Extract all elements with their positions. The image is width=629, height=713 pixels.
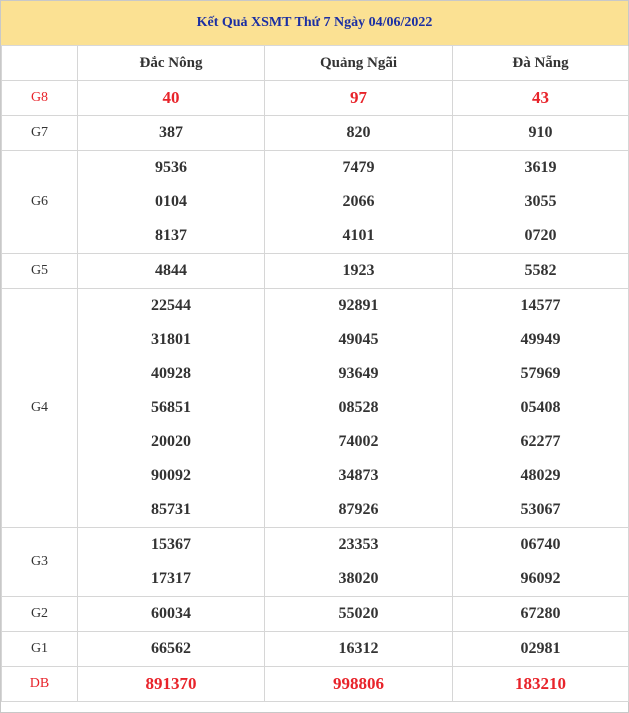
result-cell: 85731 xyxy=(78,493,265,528)
table-row xyxy=(2,562,629,597)
table-row xyxy=(2,323,629,357)
prize-label: G2 xyxy=(2,597,78,632)
result-cell: 93649 xyxy=(265,357,453,391)
result-cell: 0104 xyxy=(78,185,265,219)
result-cell: 4101 xyxy=(265,219,453,254)
result-cell: 97 xyxy=(265,81,453,116)
result-cell: 20020 xyxy=(78,425,265,459)
prize-label: G3 xyxy=(2,528,78,597)
result-cell: 34873 xyxy=(265,459,453,493)
result-cell: 08528 xyxy=(265,391,453,425)
header-province: Quảng Ngãi xyxy=(265,46,453,81)
prize-label: G4 xyxy=(2,289,78,528)
header-province: Đà Nẵng xyxy=(453,46,629,81)
result-cell: 06740 xyxy=(453,528,629,563)
result-cell: 1923 xyxy=(265,254,453,289)
prize-label: DB xyxy=(2,667,78,702)
header-row xyxy=(2,46,629,81)
table-row xyxy=(2,528,629,563)
result-cell: 2066 xyxy=(265,185,453,219)
table-row xyxy=(2,254,629,289)
result-cell: 48029 xyxy=(453,459,629,493)
table-row xyxy=(2,632,629,667)
result-cell: 998806 xyxy=(265,667,453,702)
result-cell: 31801 xyxy=(78,323,265,357)
result-cell: 7479 xyxy=(265,151,453,186)
result-cell: 891370 xyxy=(78,667,265,702)
result-cell: 820 xyxy=(265,116,453,151)
table-row xyxy=(2,219,629,254)
result-cell: 40928 xyxy=(78,357,265,391)
table-row xyxy=(2,116,629,151)
result-cell: 9536 xyxy=(78,151,265,186)
table-row xyxy=(2,151,629,186)
table-row xyxy=(2,391,629,425)
table-row xyxy=(2,81,629,116)
result-cell: 57969 xyxy=(453,357,629,391)
result-cell: 3055 xyxy=(453,185,629,219)
result-cell: 05408 xyxy=(453,391,629,425)
result-cell: 87926 xyxy=(265,493,453,528)
table-row xyxy=(2,289,629,324)
result-cell: 90092 xyxy=(78,459,265,493)
prize-label: G1 xyxy=(2,632,78,667)
result-cell: 43 xyxy=(453,81,629,116)
result-cell: 5582 xyxy=(453,254,629,289)
result-cell: 96092 xyxy=(453,562,629,597)
result-cell: 8137 xyxy=(78,219,265,254)
result-cell: 56851 xyxy=(78,391,265,425)
table-row xyxy=(2,357,629,391)
table-row xyxy=(2,425,629,459)
prize-label: G8 xyxy=(2,81,78,116)
result-cell: 55020 xyxy=(265,597,453,632)
result-cell: 40 xyxy=(78,81,265,116)
prize-label: G6 xyxy=(2,151,78,254)
result-cell: 387 xyxy=(78,116,265,151)
result-cell: 22544 xyxy=(78,289,265,324)
table-row xyxy=(2,667,629,702)
result-cell: 4844 xyxy=(78,254,265,289)
header-corner xyxy=(2,46,78,81)
result-cell: 16312 xyxy=(265,632,453,667)
table-row xyxy=(2,493,629,528)
result-cell: 02981 xyxy=(453,632,629,667)
table-row xyxy=(2,459,629,493)
header-province: Đắc Nông xyxy=(78,46,265,81)
result-cell: 15367 xyxy=(78,528,265,563)
result-cell: 183210 xyxy=(453,667,629,702)
result-cell: 49949 xyxy=(453,323,629,357)
result-cell: 0720 xyxy=(453,219,629,254)
table-row xyxy=(2,185,629,219)
result-cell: 60034 xyxy=(78,597,265,632)
result-cell: 62277 xyxy=(453,425,629,459)
result-cell: 23353 xyxy=(265,528,453,563)
result-cell: 53067 xyxy=(453,493,629,528)
result-cell: 14577 xyxy=(453,289,629,324)
result-cell: 910 xyxy=(453,116,629,151)
result-cell: 74002 xyxy=(265,425,453,459)
table-row xyxy=(2,597,629,632)
result-cell: 92891 xyxy=(265,289,453,324)
result-cell: 17317 xyxy=(78,562,265,597)
results-table xyxy=(1,46,629,702)
result-cell: 49045 xyxy=(265,323,453,357)
prize-label: G7 xyxy=(2,116,78,151)
page-title: Kết Quả XSMT Thứ 7 Ngày 04/06/2022 xyxy=(1,1,628,46)
prize-label: G5 xyxy=(2,254,78,289)
result-cell: 67280 xyxy=(453,597,629,632)
result-cell: 66562 xyxy=(78,632,265,667)
result-cell: 38020 xyxy=(265,562,453,597)
result-cell: 3619 xyxy=(453,151,629,186)
